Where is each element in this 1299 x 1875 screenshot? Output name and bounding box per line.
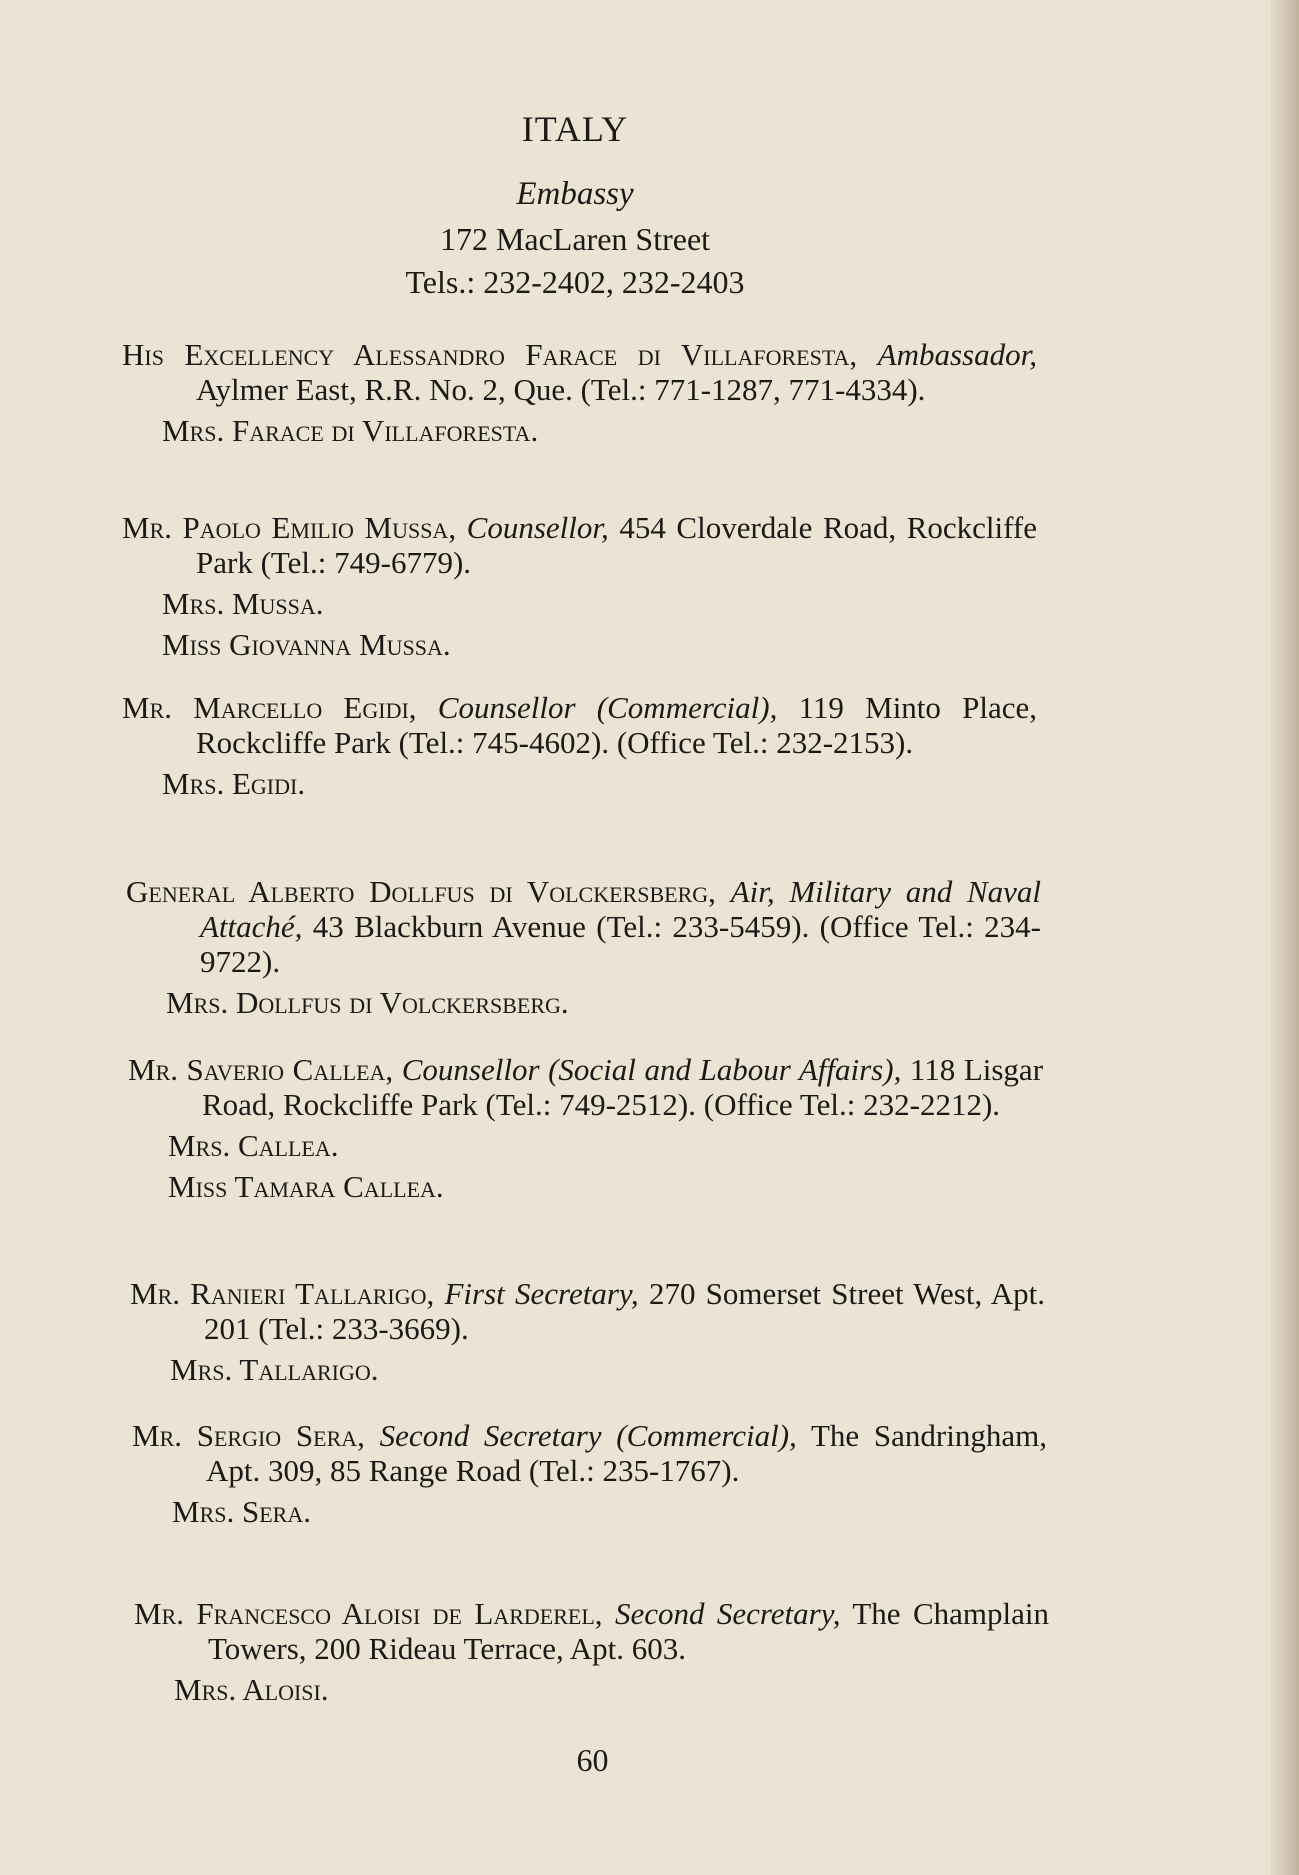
entry-name: Mr. Ranieri Tallarigo,	[130, 1276, 435, 1311]
entry-name: General Alberto Dollfus di Volckersberg,	[126, 874, 716, 909]
entry-title: Air, Military and Naval Attaché,	[200, 874, 1042, 944]
entry-first-secretary	[130, 1276, 1045, 1387]
entry-name: His Excellency Alessandro Farace di Villaforesta,	[122, 337, 858, 372]
entry-attache	[126, 874, 1041, 1020]
entry-title: Second Secretary (Commercial),	[379, 1418, 797, 1453]
entry-name: Mr. Francesco Aloisi de Larderel,	[134, 1596, 603, 1631]
entry-family: Mrs. Dollfus di Volckersberg.	[166, 985, 569, 1020]
entry-title: First Secretary,	[444, 1276, 639, 1311]
entry-title: Counsellor (Commercial),	[437, 690, 778, 725]
entry-family: Mrs. Callea.	[168, 1128, 339, 1163]
entry-family: Mrs. Sera.	[172, 1494, 311, 1529]
country-heading: ITALY	[521, 109, 629, 149]
entry-details: The Champlain Towers, 200 Rideau Terrace, Apt. 603.	[208, 1596, 1050, 1666]
entry-family: Mrs. Mussa.	[162, 586, 324, 621]
entry-counsellor-callea	[128, 1052, 1043, 1204]
embassy-phones: Tels.: 232-2402, 232-2403	[405, 264, 745, 300]
entry-family: Mrs. Egidi.	[162, 766, 306, 801]
entry-family: Miss Tamara Callea.	[168, 1169, 444, 1204]
embassy-address: 172 MacLaren Street	[439, 221, 711, 257]
entry-second-secretary-sera	[132, 1418, 1047, 1529]
embassy-heading: Embassy	[516, 176, 634, 212]
entry-counsellor-mussa	[122, 510, 1037, 662]
entry-details: 270 Somerset Street West, Apt. 201 (Tel.: 233-3669).	[204, 1276, 1046, 1346]
entry-details: The Sandringham, Apt. 309, 85 Range Road (Tel.: 235-1767).	[206, 1418, 1047, 1488]
entry-title: Ambassador,	[877, 337, 1038, 372]
entry-name: Mr. Sergio Sera,	[132, 1418, 365, 1453]
entry-name: Mr. Marcello Egidi,	[122, 690, 417, 725]
entry-counsellor-egidi	[122, 690, 1037, 801]
entry-family: Miss Giovanna Mussa.	[162, 627, 451, 662]
page-number: 60	[576, 1742, 609, 1778]
entry-name: Mr. Saverio Callea,	[128, 1052, 394, 1087]
entry-family: Mrs. Tallarigo.	[170, 1352, 379, 1387]
entry-family: Mrs. Farace di Villaforesta.	[162, 413, 539, 448]
entry-second-secretary-aloisi	[134, 1596, 1049, 1707]
entry-details: Aylmer East, R.R. No. 2, Que. (Tel.: 771-1287, 771-4334).	[196, 372, 926, 407]
entry-title: Counsellor,	[466, 510, 609, 545]
entry-details: 454 Cloverdale Road, Rockcliffe Park (Tel.: 749-6779).	[196, 510, 1038, 580]
entry-title: Counsellor (Social and Labour Affairs),	[401, 1052, 902, 1087]
entry-title: Second Secretary,	[614, 1596, 841, 1631]
entry-name: Mr. Paolo Emilio Mussa,	[122, 510, 457, 545]
entry-details: 118 Lisgar Road, Rockcliffe Park (Tel.: 749-2512). (Office Tel.: 232-2212).	[202, 1052, 1044, 1122]
entry-family: Mrs. Aloisi.	[174, 1672, 329, 1707]
entry-details: 119 Minto Place, Rockcliffe Park (Tel.: 745-4602). (Office Tel.: 232-2153).	[196, 690, 1038, 760]
entry-ambassador	[122, 337, 1037, 448]
entry-details: 43 Blackburn Avenue (Tel.: 233-5459). (Office Tel.: 234-9722).	[200, 909, 1041, 979]
